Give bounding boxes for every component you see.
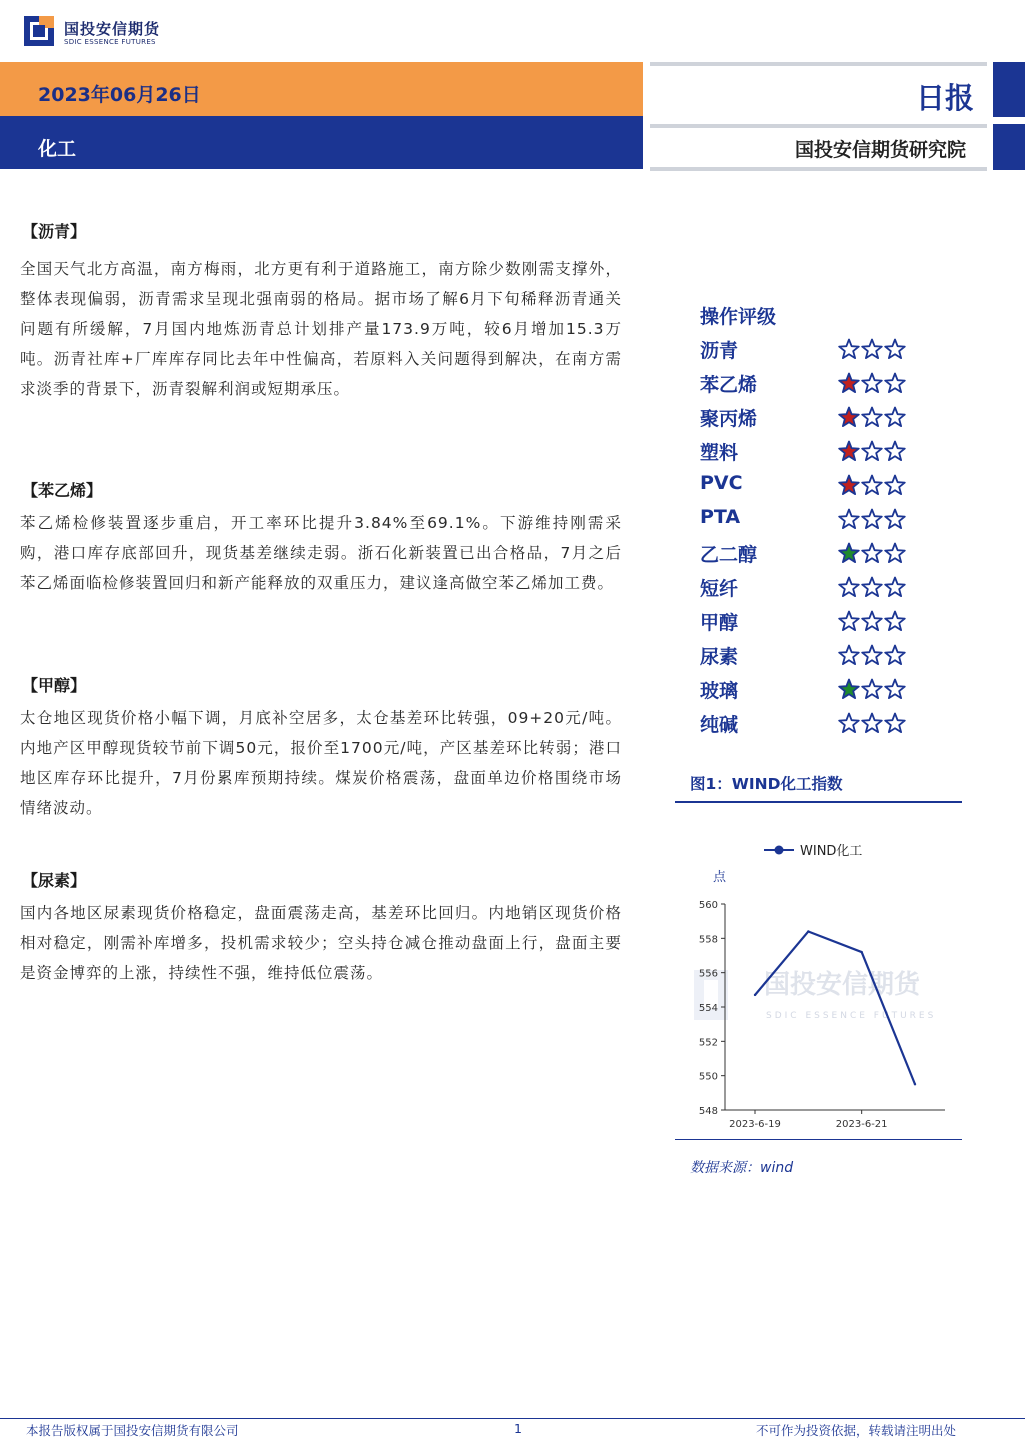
star-outline-icon (884, 474, 906, 496)
footer-disclaimer: 不可作为投资依据，转载请注明出处 (756, 1423, 957, 1438)
rating-row (700, 574, 920, 608)
rating-row (700, 642, 920, 676)
star-outline-icon (884, 338, 906, 360)
star-outline-icon (861, 712, 883, 734)
data-source: 数据来源：wind (690, 1160, 794, 1176)
y-tick-label: 548 (698, 1106, 718, 1117)
footer-copyright: 本报告版权属于国投安信期货有限公司 (26, 1423, 239, 1438)
star-outline-icon (861, 372, 883, 394)
watermark-text-cn: 国投安信期货 (764, 970, 921, 1000)
y-tick-label: 552 (698, 1037, 718, 1049)
section-body-asphalt: 全国天气北方高温，南方梅雨，北方更有利于道路施工，南方除少数刚需支撑外，整体表现偏弱，沥青需求呈现北强南弱的格局。据市场了解6月下旬稀释沥青通关问题有所缓解，7月国内地炼沥青总计划排产量173.9万吨，较6月增加15.3万吨。沥青社库+厂库库存同比去年中性偏高，若原料入关问题得到解决，在南方需求淡季的背景下，沥青裂解利润或短期承压。 (20, 260, 622, 398)
rating-product-name: PTA (700, 506, 741, 528)
star-outline-icon (861, 576, 883, 598)
rating-row (700, 676, 920, 710)
star-outline-icon (884, 406, 906, 428)
rating-stars (838, 610, 907, 632)
star-outline-icon (884, 440, 906, 462)
rating-row (700, 608, 920, 642)
star-outline-icon (838, 712, 860, 734)
star-outline-icon (861, 474, 883, 496)
footer-rule (0, 1418, 1025, 1419)
company-logo (24, 16, 174, 52)
star-filled-icon (838, 440, 860, 462)
star-outline-icon (861, 440, 883, 462)
y-tick-label: 560 (698, 900, 718, 911)
rating-stars (838, 338, 907, 360)
star-outline-icon (838, 644, 860, 666)
rating-product-name: 乙二醇 (700, 544, 758, 566)
figure-rule (675, 801, 962, 803)
star-outline-icon (838, 610, 860, 632)
section-title-urea: 【尿素】 (22, 871, 87, 890)
star-outline-icon (884, 644, 906, 666)
data-point (860, 951, 862, 953)
rating-stars (838, 576, 907, 598)
rating-row (700, 506, 920, 540)
star-filled-icon (838, 678, 860, 700)
rating-product-name: 尿素 (700, 646, 739, 668)
watermark-text-en: SDIC ESSENCE FUTURES (766, 1011, 937, 1021)
star-outline-icon (861, 678, 883, 700)
data-point (807, 930, 809, 932)
rating-product-name: 沥青 (700, 340, 739, 362)
star-outline-icon (838, 338, 860, 360)
logo-mark-icon (24, 16, 54, 46)
x-tick-label: 2023-6-21 (835, 1119, 888, 1130)
chart-watermark (694, 969, 936, 1021)
rating-row (700, 540, 920, 574)
logo-text-en: SDIC ESSENCE FUTURES (64, 38, 156, 46)
header-divider (650, 167, 987, 171)
figure-rule (675, 1139, 962, 1140)
rating-product-name: PVC (700, 472, 743, 494)
y-axis-unit: 点 (713, 870, 727, 885)
rating-stars (838, 542, 907, 564)
star-outline-icon (884, 712, 906, 734)
rating-stars (838, 372, 907, 394)
rating-product-name: 聚丙烯 (700, 408, 758, 430)
star-outline-icon (884, 678, 906, 700)
page-number: 1 (514, 1421, 522, 1436)
star-outline-icon (861, 508, 883, 530)
rating-product-name: 苯乙烯 (700, 374, 758, 396)
star-outline-icon (884, 542, 906, 564)
rating-stars (838, 440, 907, 462)
section-body-urea: 国内各地区尿素现货价格稳定，盘面震荡走高，基差环比回归。内地销区现货价格相对稳定，刚需补库增多，投机需求较少；空头持仓减仓推动盘面上行，盘面主要是资金博弈的上涨，持续性不强，维持低位震荡。 (20, 904, 622, 982)
rating-row (700, 336, 920, 370)
star-outline-icon (861, 542, 883, 564)
data-point (914, 1083, 916, 1085)
rating-stars (838, 644, 907, 666)
star-outline-icon (861, 644, 883, 666)
rating-stars (838, 474, 907, 496)
report-type: 日报 (916, 81, 975, 115)
header-blue-block (993, 124, 1025, 170)
y-tick-label: 550 (698, 1071, 718, 1083)
rating-row (700, 438, 920, 472)
rating-row (700, 472, 920, 506)
star-filled-icon (838, 542, 860, 564)
star-outline-icon (884, 508, 906, 530)
y-tick-label: 556 (698, 968, 718, 980)
report-sector: 化工 (38, 138, 77, 160)
star-outline-icon (861, 406, 883, 428)
rating-product-name: 玻璃 (700, 680, 739, 702)
rating-row (700, 710, 920, 744)
series-line-wind-chemical (755, 931, 915, 1084)
institute-name: 国投安信期货研究院 (795, 139, 967, 161)
star-outline-icon (861, 338, 883, 360)
y-tick-label: 554 (698, 1003, 718, 1014)
rating-stars (838, 508, 907, 530)
rating-row (700, 404, 920, 438)
header-divider (650, 62, 987, 66)
section-body-methanol: 太仓地区现货价格小幅下调，月底补空居多，太仓基差环比转强，09+20元/吨。内地产区甲醇现货较节前下调50元，报价至1700元/吨，产区基差环比转弱；港口地区库存环比提升，7月份累库预期持续。煤炭价格震荡，盘面单边价格围绕市场情绪波动。 (20, 709, 622, 817)
star-outline-icon (884, 576, 906, 598)
rating-product-name: 塑料 (700, 442, 739, 464)
chart-legend (764, 844, 862, 859)
header-divider (650, 124, 987, 128)
logo-text-cn: 国投安信期货 (64, 20, 161, 38)
rating-stars (838, 678, 907, 700)
rating-product-name: 短纤 (700, 578, 739, 600)
rating-product-name: 纯碱 (700, 714, 739, 736)
rating-product-name: 甲醇 (700, 612, 739, 634)
rating-stars (838, 406, 907, 428)
section-body-styrene: 苯乙烯检修装置逐步重启，开工率环比提升3.84%至69.1%。下游维持刚需采购，港口库存底部回升，现货基差继续走弱。浙石化新装置已出合格品，7月之后苯乙烯面临检修装置回归和新产能释放的双重压力，建议逢高做空苯乙烯加工费。 (20, 514, 622, 592)
wind-chemical-line-chart (680, 830, 960, 1140)
star-filled-icon (838, 474, 860, 496)
rating-stars (838, 712, 907, 734)
x-tick-label: 2023-6-19 (729, 1119, 781, 1130)
star-filled-icon (838, 372, 860, 394)
header-blue-block (993, 62, 1025, 117)
star-outline-icon (884, 372, 906, 394)
section-title-asphalt: 【沥青】 (22, 222, 87, 241)
chart-series (754, 930, 916, 1085)
star-outline-icon (884, 610, 906, 632)
header-blue-bar (0, 116, 643, 169)
rating-title: 操作评级 (700, 306, 777, 328)
star-filled-icon (838, 406, 860, 428)
section-title-methanol: 【甲醇】 (22, 676, 87, 695)
rating-row (700, 370, 920, 404)
legend-label: WIND化工 (800, 844, 863, 859)
star-outline-icon (838, 508, 860, 530)
y-tick-label: 558 (698, 934, 718, 946)
report-date: 2023年06月26日 (38, 84, 201, 106)
section-title-styrene: 【苯乙烯】 (22, 481, 103, 500)
data-point (754, 994, 756, 996)
star-outline-icon (838, 576, 860, 598)
figure-title: 图1：WIND化工指数 (690, 775, 843, 793)
star-outline-icon (861, 610, 883, 632)
